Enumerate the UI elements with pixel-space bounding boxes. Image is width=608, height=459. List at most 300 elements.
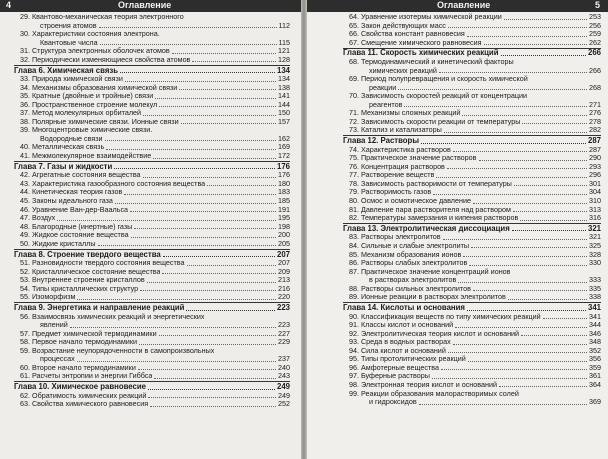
toc-entry	[343, 321, 601, 330]
dot-leader	[453, 344, 587, 345]
entry-page-number: 321	[587, 223, 601, 233]
dot-leader	[98, 245, 276, 246]
entry-title: 63. Свойства химического равновесия	[20, 400, 149, 409]
entry-page-number: 223	[278, 320, 290, 330]
dot-leader	[186, 310, 275, 311]
entry-title: 79. Растворимость газов	[349, 188, 432, 197]
entry-title: 62. Обратимость химических реакций	[20, 391, 147, 400]
dot-leader	[444, 132, 587, 133]
toc-entry	[343, 313, 601, 322]
entry-page-number: 316	[589, 213, 601, 223]
entry-title: 35. Кратные (двойные и тройные) связи	[20, 92, 154, 101]
left-page	[0, 0, 301, 459]
toc-entry	[14, 56, 290, 65]
entry-title: химических реакций	[369, 66, 437, 75]
entry-title: реагентов	[369, 100, 403, 109]
toc-entry	[343, 118, 601, 127]
entry-page-number: 287	[589, 144, 601, 154]
toc-entry	[343, 347, 601, 356]
entry-title: 72. Зависимость скорости реакции от температуры	[349, 117, 521, 126]
toc-entry	[343, 58, 601, 67]
entry-page-number: 304	[589, 187, 601, 197]
entry-page-number: 310	[589, 196, 601, 205]
dot-leader	[124, 194, 276, 195]
dot-leader	[100, 44, 277, 45]
dot-leader	[179, 89, 276, 90]
dot-leader	[134, 228, 276, 229]
entry-page-number: 296	[589, 170, 601, 180]
toc-entry	[14, 293, 290, 302]
toc-entry	[343, 355, 601, 364]
entry-page-number: 249	[276, 382, 290, 392]
dot-leader	[463, 256, 587, 257]
toc-entry	[343, 381, 601, 390]
toc-entry	[14, 109, 290, 118]
entry-title: 33. Природа химической связи	[20, 75, 123, 84]
toc-entry	[14, 30, 290, 39]
dot-leader	[143, 115, 276, 116]
toc-entry	[343, 84, 601, 93]
entry-page-number: 207	[278, 258, 290, 268]
entry-title: 91. Классы кислот и оснований	[349, 321, 454, 330]
toc-entry	[343, 75, 601, 84]
dot-leader	[458, 282, 587, 283]
entry-page-number: 223	[276, 303, 290, 313]
entry-page-number: 271	[589, 99, 601, 109]
entry-title: строения атомов	[40, 21, 97, 30]
dot-leader	[508, 299, 587, 300]
entry-page-number: 278	[589, 116, 601, 126]
dot-leader	[77, 361, 276, 362]
toc-entry	[14, 118, 290, 127]
entry-title: процессах	[40, 355, 75, 364]
toc-entry	[14, 268, 290, 277]
entry-page-number: 176	[278, 170, 290, 180]
dot-leader	[153, 158, 276, 159]
dot-leader	[138, 369, 276, 370]
entry-title: Глава 11. Скорость химических реакций	[343, 49, 499, 58]
entry-page-number: 253	[589, 12, 601, 22]
entry-page-number: 301	[589, 178, 601, 188]
entry-title: Глава 8. Строение твердого вещества	[14, 250, 161, 259]
entry-title: 44. Кинетическая теория газов	[20, 188, 123, 197]
entry-page-number: 229	[278, 337, 290, 347]
entry-title: Глава 6. Химическая связь	[14, 66, 119, 75]
dot-leader	[77, 299, 276, 300]
entry-title: 80. Осмос и осмотическое давление	[349, 197, 471, 205]
dot-leader	[479, 160, 588, 161]
dot-leader	[114, 168, 275, 169]
toc-entry	[343, 188, 601, 197]
toc-entry	[14, 101, 290, 110]
entry-title: 84. Сильные и слабые электролиты	[349, 241, 470, 250]
toc-entry	[343, 146, 601, 155]
running-title: Оглавление	[437, 0, 491, 10]
entry-page-number: 348	[589, 337, 601, 347]
toc-entry	[14, 84, 290, 93]
entry-title: 30. Характеристики состояния электрона.	[20, 30, 160, 39]
dot-leader	[162, 273, 276, 274]
toc-entry	[343, 180, 601, 189]
toc-entry	[343, 101, 601, 110]
entry-title: 56. Взаимосвязь химических реакций и энергетических	[20, 312, 205, 321]
entry-page-number: 341	[587, 303, 601, 313]
toc-entry	[343, 154, 601, 163]
running-title: Оглавление	[118, 0, 172, 10]
entry-title: 34. Механизмы образования химической связи	[20, 83, 178, 92]
entry-title: явлений	[40, 321, 68, 330]
entry-title: 39. Многоцентровые химические связи.	[20, 126, 153, 135]
chapter-heading	[14, 161, 290, 171]
entry-title: 73. Катализ и катализаторы	[349, 126, 442, 135]
dot-leader	[148, 397, 276, 398]
entry-title: 49. Жидкое состояние вещества	[20, 231, 129, 240]
chapter-heading	[343, 223, 601, 233]
entry-title: 97. Буферные растворы	[349, 372, 430, 381]
toc-entry	[343, 259, 601, 268]
entry-page-number: 144	[278, 99, 290, 109]
entry-page-number: 169	[278, 142, 290, 152]
entry-title: 95. Типы протолитических реакций	[349, 355, 466, 364]
page-number: 4	[6, 0, 12, 10]
toc-entry	[14, 313, 290, 322]
entry-page-number: 330	[589, 258, 601, 268]
entry-page-number: 141	[278, 91, 290, 101]
dot-leader	[432, 378, 587, 379]
dot-leader	[469, 265, 587, 266]
entry-title: 89. Ионные реакции в растворах электролитов	[349, 293, 506, 302]
entry-page-number: 268	[589, 82, 601, 92]
entry-page-number: 256	[589, 20, 601, 30]
toc-entry	[343, 92, 601, 101]
toc-entry	[14, 92, 290, 101]
entry-title: 66. Свойства констант равновесия	[349, 30, 465, 39]
entry-page-number: 321	[589, 232, 601, 242]
dot-leader	[512, 230, 586, 231]
entry-title: 37. Метод молекулярных орбиталей	[20, 109, 142, 118]
entry-page-number: 333	[589, 275, 601, 285]
dot-leader	[159, 335, 276, 336]
dot-leader	[436, 177, 587, 178]
dot-leader	[520, 220, 587, 221]
dot-leader	[447, 168, 587, 169]
entry-title: 54. Типы кристаллических структур	[20, 284, 139, 293]
entry-title: 98. Электронная теория кислот и оснований	[349, 380, 498, 389]
toc-entry	[14, 231, 290, 240]
dot-leader	[181, 123, 276, 124]
entry-page-number: 121	[278, 46, 290, 56]
entry-title: 87. Практическое значение концентраций ионов	[349, 267, 511, 276]
entry-title: 81. Давление пара растворителя над раствором	[349, 205, 511, 214]
dot-leader	[453, 151, 587, 152]
entry-page-number: 364	[589, 379, 601, 389]
entry-page-number: 346	[589, 328, 601, 338]
dot-leader	[154, 378, 276, 379]
toc-entry	[343, 293, 601, 302]
entry-title: 93. Среда в водных растворах	[349, 338, 451, 347]
toc-entry	[14, 180, 290, 189]
dot-leader	[514, 185, 587, 186]
dot-leader	[484, 44, 587, 45]
toc-entry	[14, 276, 290, 285]
entry-title: 67. Смещение химического равновесия	[349, 38, 482, 47]
dot-leader	[105, 140, 276, 141]
toc-entry	[14, 355, 290, 364]
toc-entry	[14, 392, 290, 401]
toc-entry	[14, 364, 290, 373]
entry-page-number: 344	[589, 320, 601, 330]
entry-title: и гидроксидов	[369, 398, 417, 407]
entry-title: 47. Воздух	[20, 214, 56, 223]
entry-title: 88. Растворы сильных электролитов	[349, 284, 471, 293]
toc-entry	[343, 13, 601, 22]
entry-title: Глава 7. Газы и жидкости	[14, 162, 113, 171]
entry-title: 96. Амфотерные вещества	[349, 363, 439, 372]
entry-page-number: 112	[278, 20, 290, 30]
entry-page-number: 262	[589, 37, 601, 47]
entry-title: 48. Благородные (инертные) газы	[20, 222, 133, 231]
entry-page-number: 200	[278, 230, 290, 240]
dot-leader	[441, 369, 587, 370]
toc-entry	[14, 47, 290, 56]
toc-entry	[14, 188, 290, 197]
dot-leader	[192, 61, 276, 62]
entry-page-number: 209	[278, 266, 290, 276]
dot-leader	[473, 290, 587, 291]
entry-page-number: 183	[278, 187, 290, 197]
entry-page-number: 150	[278, 108, 290, 118]
entry-title: 46. Уравнение Ван-дер-Ваальса	[20, 205, 129, 214]
toc-entry	[343, 276, 601, 285]
entry-page-number: 157	[278, 116, 290, 126]
dot-leader	[125, 81, 276, 82]
entry-title: 78. Зависимость растворимости от температуры	[349, 179, 512, 188]
dot-leader	[404, 106, 587, 107]
entry-title: 41. Межмолекулярное взаимодействие	[20, 152, 152, 161]
entry-page-number: 195	[278, 213, 290, 223]
entry-title: 85. Механизм образования ионов	[349, 250, 462, 259]
entry-title: 31. Структура электронных оболочек атомов	[20, 47, 170, 56]
toc-entry	[343, 285, 601, 294]
chapter-heading	[14, 65, 290, 75]
entry-page-number: 185	[278, 196, 290, 205]
toc-entry	[14, 214, 290, 223]
entry-title: 59. Возрастание неупорядоченности в самопроизвольных	[20, 346, 215, 355]
entry-title: 65. Закон действующих масс	[349, 21, 446, 30]
toc-entry	[14, 285, 290, 294]
entry-title: Квантовые числа	[40, 38, 98, 47]
toc-entry	[14, 372, 290, 381]
entry-title: 64. Уравнение изотермы химической реакции	[349, 13, 502, 22]
entry-page-number: 134	[278, 74, 290, 84]
dot-leader	[140, 290, 276, 291]
dot-leader	[99, 27, 277, 28]
entry-page-number: 341	[589, 311, 601, 321]
toc-entry	[343, 338, 601, 347]
dot-leader	[131, 237, 276, 238]
entry-page-number: 352	[589, 345, 601, 355]
toc-entry	[343, 206, 601, 215]
dot-leader	[455, 327, 587, 328]
entry-page-number: 249	[278, 390, 290, 400]
toc-entry	[343, 330, 601, 339]
dot-leader	[207, 185, 276, 186]
dot-leader	[70, 327, 276, 328]
toc-entry	[14, 330, 290, 339]
toc-entry	[14, 143, 290, 152]
toc-entry	[14, 22, 290, 31]
dot-leader	[150, 406, 276, 407]
dot-leader	[433, 194, 587, 195]
entry-title: 40. Металлическая связь	[20, 143, 105, 152]
entry-title: Глава 10. Химическое равновесие	[14, 383, 146, 392]
entry-page-number: 220	[278, 292, 290, 302]
entry-title: Глава 14. Кислоты и основания	[343, 304, 465, 313]
page-number: 5	[594, 0, 600, 10]
chapter-heading	[14, 249, 290, 259]
dot-leader	[499, 386, 587, 387]
entry-title: 58. Первое начало термодинамики	[20, 338, 137, 347]
entry-page-number: 180	[278, 178, 290, 188]
dot-leader	[473, 203, 587, 204]
toc-entry	[14, 13, 290, 22]
dot-leader	[120, 72, 275, 73]
dot-leader	[501, 55, 586, 56]
dot-leader	[467, 310, 586, 311]
toc-entry	[14, 259, 290, 268]
dot-leader	[130, 211, 276, 212]
entry-title: 43. Характеристика газообразного состояния вещества	[20, 179, 206, 188]
dot-leader	[513, 211, 587, 212]
entry-title: 32. Периодически изменяющиеся свойства атомов	[20, 55, 191, 64]
right-page-header	[307, 0, 608, 12]
entry-page-number: 282	[589, 125, 601, 135]
chapter-heading	[14, 302, 290, 312]
entry-title: 77. Растворение веществ	[349, 171, 435, 180]
entry-title: 38. Полярные химические связи. Ионные связи	[20, 117, 179, 126]
toc-entry	[343, 242, 601, 251]
dot-leader	[106, 149, 276, 150]
dot-leader	[148, 389, 275, 390]
entry-title: 53. Внутреннее строение кристаллов	[20, 276, 145, 285]
toc-entry	[14, 347, 290, 356]
entry-page-number: 115	[278, 37, 290, 47]
entry-page-number: 207	[276, 249, 290, 259]
dot-leader	[471, 247, 587, 248]
toc-entry	[14, 197, 290, 206]
entry-page-number: 237	[278, 354, 290, 364]
dot-leader	[139, 344, 276, 345]
entry-title: 90. Классификация веществ по типу химических реакций	[349, 312, 541, 321]
toc-entry	[14, 338, 290, 347]
entry-title: 51. Разновидности твердого состояния вещества	[20, 259, 185, 268]
entry-page-number: 276	[589, 108, 601, 118]
entry-page-number: 259	[589, 29, 601, 39]
entry-title: 68. Термодинамический и кинетический факторы	[349, 58, 514, 67]
chapter-heading	[343, 48, 601, 58]
toc-entry	[14, 206, 290, 215]
entry-title: в растворах электролитов	[369, 276, 457, 285]
entry-page-number: 162	[278, 133, 290, 143]
entry-title: 36. Пространственное строение молекул	[20, 100, 158, 109]
toc-entry	[343, 67, 601, 76]
entry-page-number: 198	[278, 221, 290, 231]
entry-title: реакции	[369, 83, 397, 92]
dot-leader	[522, 123, 587, 124]
right-page	[307, 0, 608, 459]
entry-page-number: 356	[589, 354, 601, 364]
toc-entry	[14, 400, 290, 409]
entry-page-number: 328	[589, 249, 601, 259]
toc-entry	[14, 75, 290, 84]
entry-page-number: 290	[589, 153, 601, 163]
dot-leader	[115, 203, 276, 204]
entry-title: 52. Кристаллическое состояние вещества	[20, 267, 161, 276]
entry-title: 76. Концентрация растворов	[349, 162, 445, 171]
entry-page-number: 243	[278, 371, 290, 381]
toc-entry	[14, 126, 290, 135]
dot-leader	[439, 72, 587, 73]
entry-page-number: 369	[589, 397, 601, 407]
entry-title: 71. Механизмы сложных реакций	[349, 109, 461, 118]
toc-entry	[343, 163, 601, 172]
dot-leader	[448, 352, 587, 353]
dot-leader	[187, 265, 276, 266]
dot-leader	[443, 239, 587, 240]
toc-entry	[343, 233, 601, 242]
entry-title: 69. Период полупревращения и скорость химической	[349, 75, 528, 84]
entry-title: 50. Жидкие кристаллы	[20, 239, 96, 248]
dot-leader	[147, 282, 276, 283]
toc-entry	[343, 39, 601, 48]
entry-title: Глава 9. Энергетика и направление реакций	[14, 304, 185, 313]
entry-title: 82. Температуры замерзания и кипения растворов	[349, 214, 519, 223]
toc-entry	[14, 321, 290, 330]
entry-title: 86. Растворы слабых электролитов	[349, 259, 468, 268]
entry-page-number: 172	[278, 151, 290, 161]
toc-entry	[343, 126, 601, 135]
dot-leader	[419, 404, 587, 405]
entry-title: 42. Агрегатные состояния вещества	[20, 171, 141, 180]
entry-page-number: 240	[278, 362, 290, 372]
entry-title: 60. Второе начало термодинамики	[20, 363, 136, 372]
entry-page-number: 266	[589, 65, 601, 75]
entry-page-number: 287	[587, 136, 601, 146]
toc-entry	[343, 398, 601, 407]
dot-leader	[143, 177, 276, 178]
entry-page-number: 266	[587, 48, 601, 58]
dot-leader	[468, 361, 587, 362]
toc-entry	[343, 389, 601, 398]
chapter-heading	[14, 381, 290, 391]
dot-leader	[159, 106, 276, 107]
entry-title: 55. Изоморфизм	[20, 293, 76, 302]
entry-page-number: 361	[589, 371, 601, 381]
entry-page-number: 293	[589, 161, 601, 171]
dot-leader	[504, 19, 587, 20]
entry-page-number: 359	[589, 362, 601, 372]
entry-title: Глава 13. Электролитическая диссоциация	[343, 224, 510, 233]
chapter-heading	[343, 135, 601, 145]
left-page-header	[0, 0, 301, 12]
toc-entry	[343, 214, 601, 223]
dot-leader	[398, 89, 587, 90]
entry-page-number: 138	[278, 82, 290, 92]
entry-title: 83. Растворы электролитов	[349, 233, 441, 242]
toc-entry	[343, 197, 601, 206]
entry-title: 75. Практическое значение растворов	[349, 154, 477, 163]
dot-leader	[155, 98, 276, 99]
